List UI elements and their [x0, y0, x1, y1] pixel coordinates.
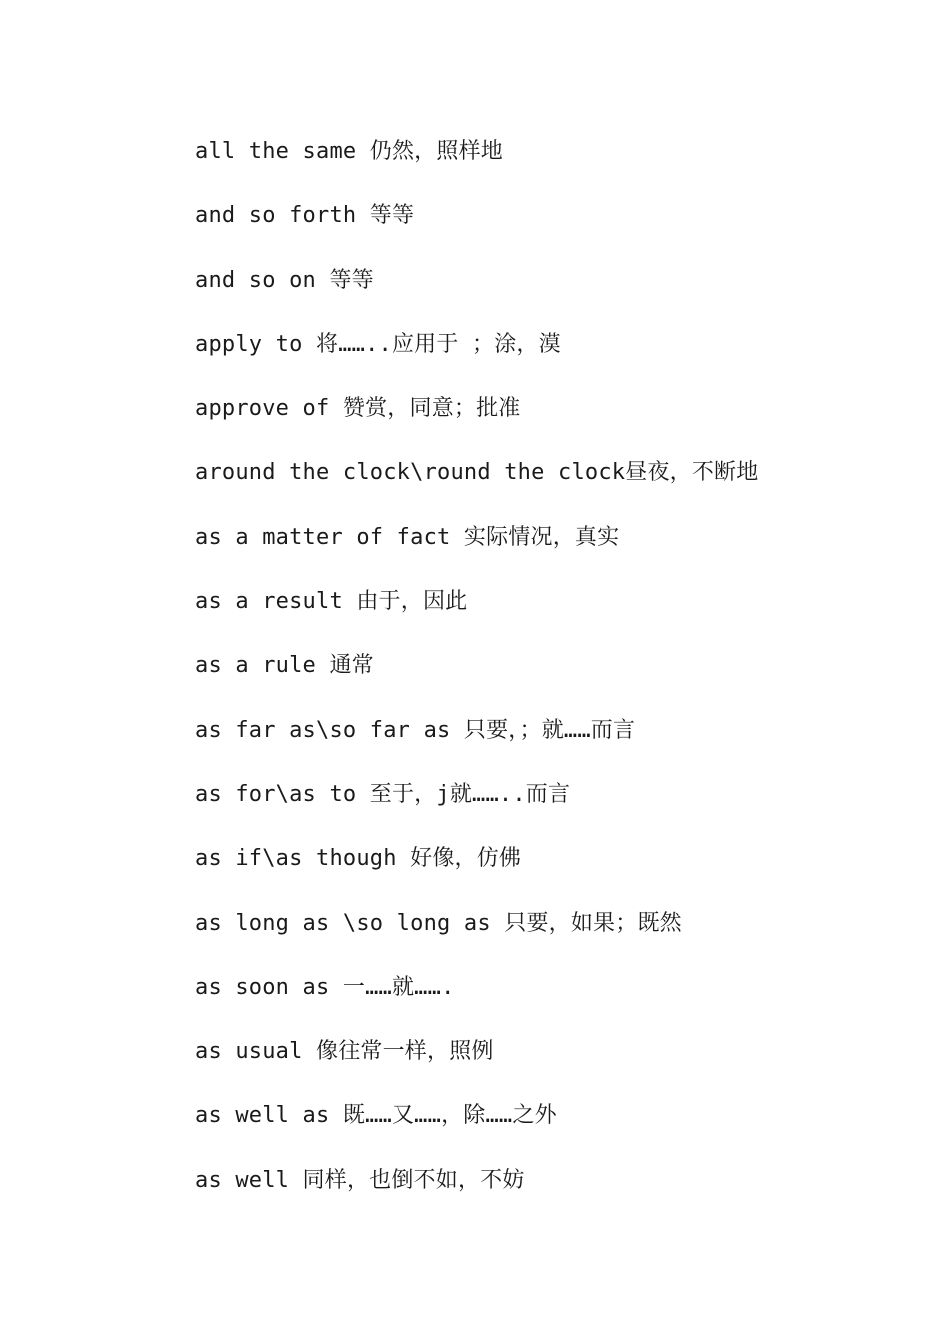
phrase-list: [195, 134, 915, 1227]
phrase-line: approve of 赞赏，同意；批准: [195, 396, 521, 422]
phrase-line: as a rule 通常: [195, 653, 374, 679]
phrase-line: as a result 由于，因此: [195, 589, 468, 615]
phrase-line: as for\as to 至于，j就……..而言: [195, 781, 571, 807]
phrase-line: around the clock\round the clock昼夜，不断地: [195, 460, 759, 486]
phrase-line: apply to 将……..应用于 ；涂，漠: [195, 331, 561, 357]
phrase-line: as soon as 一……就…….: [195, 974, 455, 1000]
phrase-line: and so on 等等: [195, 267, 374, 293]
phrase-line: and so forth 等等: [195, 203, 415, 229]
phrase-line: all the same 仍然，照样地: [195, 139, 503, 164]
phrase-line: as if\as though 好像，仿佛: [195, 846, 522, 872]
phrase-line: as far as\so far as 只要，；就……而言: [195, 717, 636, 743]
phrase-line: as well 同样，也倒不如，不妨: [195, 1167, 525, 1193]
phrase-line: as long as \so long as 只要，如果；既然: [195, 910, 682, 936]
phrase-line: as well as 既……又……，除……之外: [195, 1103, 557, 1129]
phrase-line: as usual 像往常一样，照例: [195, 1039, 494, 1065]
phrase-line: as a matter of fact 实际情况，真实: [195, 524, 620, 550]
